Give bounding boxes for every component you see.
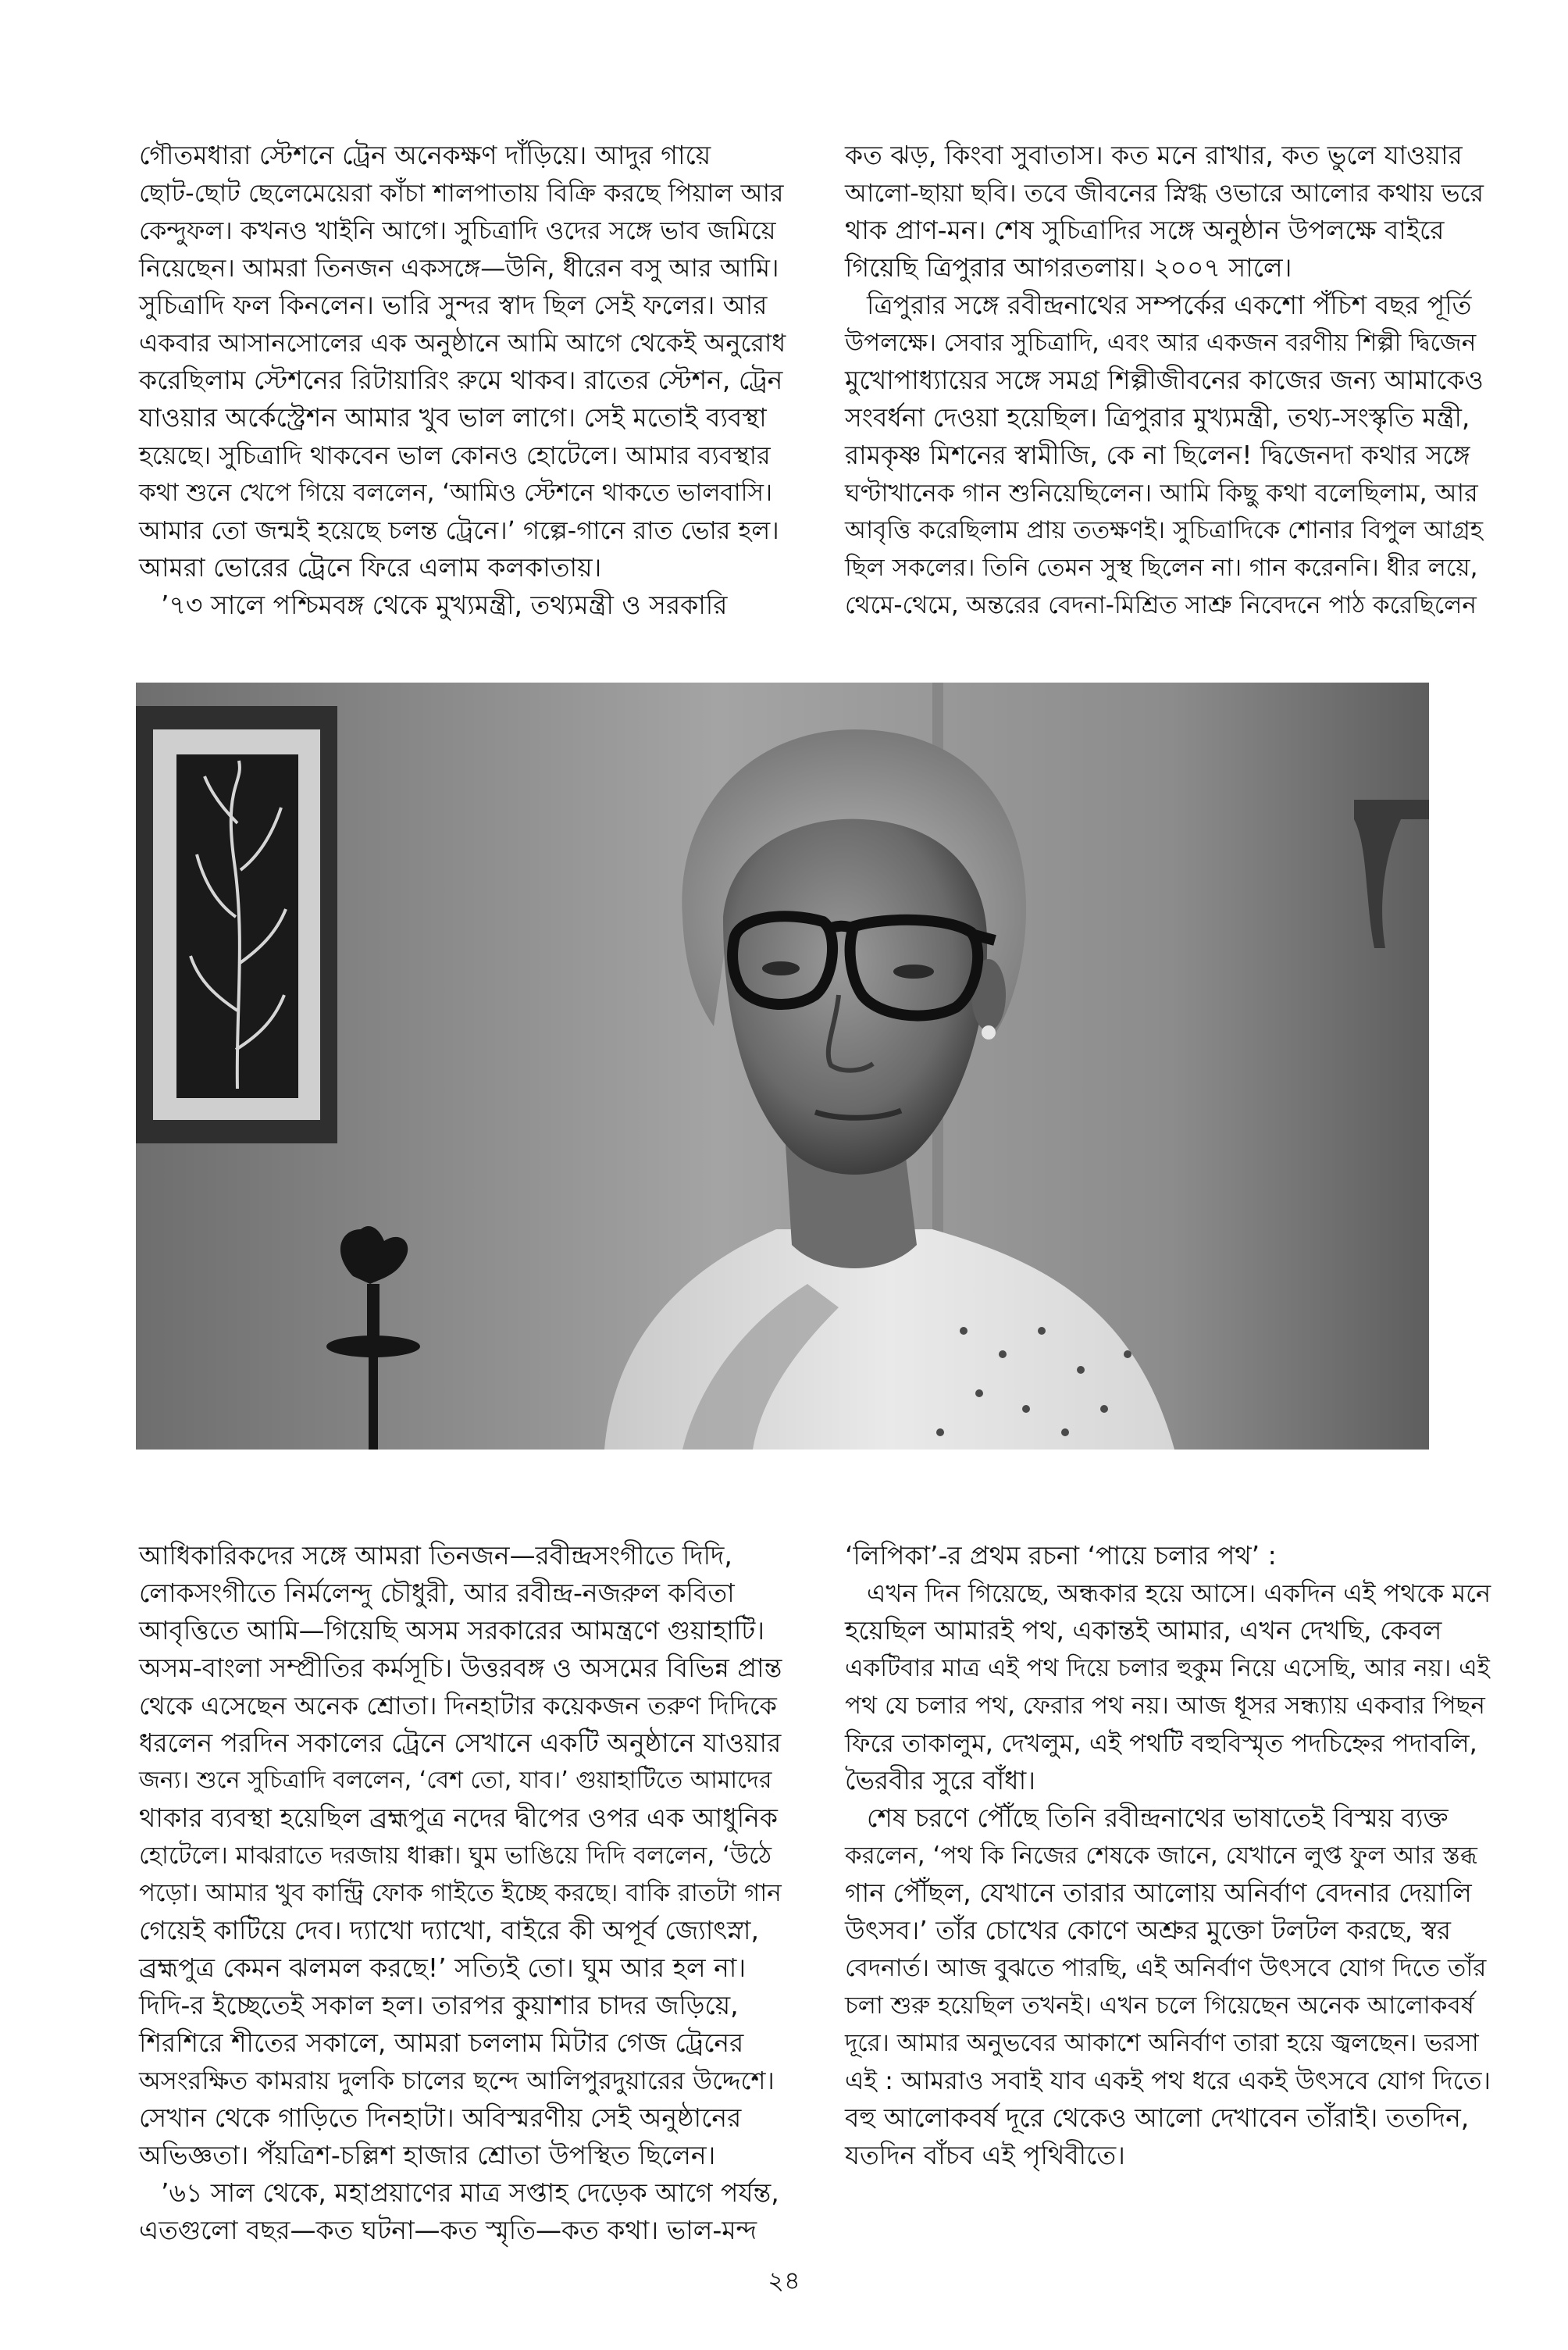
text-line: ‘লিপিকা’-র প্রথম রচনা ‘পায়ে চলার পথ’ :: [845, 1540, 1277, 1571]
text-column-bottom-left: [139, 1537, 787, 2249]
quote-line: ভৈরবীর সুরে বাঁধা।: [845, 1765, 1036, 1795]
portrait-photo-drawing: [136, 683, 1429, 1450]
text-line: ব্রহ্মপুত্র কেমন ঝলমল করছে!’ সত্যিই তো। ঘুম আর হল না।: [139, 1952, 747, 1983]
text-line: কথা শুনে খেপে গিয়ে বললেন, ‘আমিও স্টেশনে থাকতে ভালবাসি।: [139, 479, 773, 507]
text-line: দূরে। আমার অনুভবের আকাশে অনির্বাণ তারা হয়ে জ্বলছেন। ভরসা: [845, 2029, 1479, 2057]
text-line: বেদনার্ত। আজ বুঝতে পারছি, এই অনির্বাণ উৎসবে যোগ দিতে তাঁর: [845, 1954, 1487, 1982]
text-line: গেয়েই কাটিয়ে দেব। দ্যাখো দ্যাখো, বাইরে কী অপূর্ব জ্যোৎস্না,: [139, 1915, 759, 1945]
text-line: বহু আলোকবর্ষ দূরে থেকেও আলো দেখাবেন তাঁরাই। ততদিন,: [845, 2102, 1470, 2133]
quote-line: হয়েছিল আমারই পথ, একান্তই আমার, এখন দেখছি, কেবল: [845, 1615, 1442, 1646]
text-line: আধিকারিকদের সঙ্গে আমরা তিনজন—রবীন্দ্রসংগীতে দিদি,: [139, 1540, 732, 1571]
portrait-photo: [136, 683, 1429, 1450]
text-line: কত ঝড়, কিংবা সুবাতাস। কত মনে রাখার, কত ভুলে যাওয়ার: [845, 140, 1463, 170]
text-column-top-left: [139, 137, 787, 624]
text-line: অসম-বাংলা সম্প্রীতির কর্মসূচি। উত্তরবঙ্গ ও অসমের বিভিন্ন প্রান্ত: [139, 1653, 782, 1683]
text-line: ’৭৩ সালে পশ্চিমবঙ্গ থেকে মুখ্যমন্ত্রী, তথ্যমন্ত্রী ও সরকারি: [161, 590, 728, 620]
text-line: শিরশিরে শীতের সকালে, আমরা চললাম মিটার গেজ ট্রেনের: [139, 2027, 744, 2058]
text-line: গান পৌঁছল, যেখানে তারার আলোয় অনির্বাণ বেদনার দেয়ালি: [845, 1878, 1472, 1908]
text-line: গিয়েছি ত্রিপুরার আগরতলায়। ২০০৭ সালে।: [845, 252, 1292, 283]
text-line: করলেন, ‘পথ কি নিজের শেষকে জানে, যেখানে লুপ্ত ফুল আর স্তব্ধ: [845, 1842, 1477, 1870]
quote-line: ফিরে তাকালুম, দেখলুম, এই পথটি বহুবিস্মৃত পদচিহ্নের পদাবলি,: [845, 1728, 1477, 1758]
text-line: অসংরক্ষিত কামরায় দুলকি চালের ছন্দে আলিপুরদুয়ারের উদ্দেশে।: [139, 2066, 775, 2095]
text-line: ঘণ্টাখানেক গান শুনিয়েছিলেন। আমি কিছু কথা বলেছিলাম, আর: [845, 478, 1478, 508]
text-line: চলা শুরু হয়েছিল তখনই। এখন চলে গিয়েছেন অনেক আলোকবর্ষ: [845, 1992, 1474, 2020]
quote-line: পথ যে চলার পথ, ফেরার পথ নয়। আজ ধূসর সন্ধ্যায় একবার পিছন: [845, 1692, 1485, 1720]
text-line: আবৃত্তিতে আমি—গিয়েছি অসম সরকারের আমন্ত্রণে গুয়াহাটি।: [139, 1615, 765, 1646]
text-line: হয়েছে। সুচিত্রাদি থাকবেন ভাল কোনও হোটেলে। আমার ব্যবস্থার: [139, 440, 771, 470]
text-line: থেকে এসেছেন অনেক শ্রোতা। দিনহাটার কয়েকজন তরুণ দিদিকে: [139, 1691, 777, 1721]
text-line: ছোট-ছোট ছেলেমেয়েরা কাঁচা শালপাতায় বিক্রি করছে পিয়াল আর: [139, 178, 784, 208]
text-line: এতগুলো বছর—কত ঘটনা—কত স্মৃতি—কত কথা। ভাল-মন্দ: [139, 2215, 757, 2245]
text-line: উপলক্ষে। সেবার সুচিত্রাদি, এবং আর একজন বরণীয় শিল্পী দ্বিজেন: [845, 329, 1477, 357]
text-column-top-right: [845, 137, 1493, 624]
text-line: মুখোপাধ্যায়ের সঙ্গে সমগ্র শিল্পীজীবনের কাজের জন্য আমাকেও: [845, 365, 1484, 395]
quote-line: একটিবার মাত্র এই পথ দিয়ে চলার হুকুম নিয়ে এসেছি, আর নয়। এই: [845, 1654, 1490, 1682]
quote-line: এখন দিন গিয়েছে, অন্ধকার হয়ে আসে। একদিন এই পথকে মনে: [867, 1578, 1491, 1608]
text-line: সংবর্ধনা দেওয়া হয়েছিল। ত্রিপুরার মুখ্যমন্ত্রী, তথ্য-সংস্কৃতি মন্ত্রী,: [845, 402, 1470, 433]
text-line: থাকার ব্যবস্থা হয়েছিল ব্রহ্মপুত্র নদের দ্বীপের ওপর এক আধুনিক: [139, 1803, 778, 1833]
text-line: যতদিন বাঁচব এই পৃথিবীতে।: [845, 2140, 1125, 2170]
text-line: লোকসংগীতে নির্মলেন্দু চৌধুরী, আর রবীন্দ্র-নজরুল কবিতা: [139, 1578, 735, 1608]
text-line: থাক প্রাণ-মন। শেষ সুচিত্রাদির সঙ্গে অনুষ্ঠান উপলক্ষে বাইরে: [845, 215, 1445, 245]
text-line: পড়ো। আমার খুব কান্ট্রি ফোক গাইতে ইচ্ছে করছে। বাকি রাতটা গান: [139, 1879, 782, 1907]
text-line: নিয়েছেন। আমরা তিনজন একসঙ্গে—উনি, ধীরেন বসু আর আমি।: [139, 253, 779, 283]
text-line: গৌতমধারা স্টেশনে ট্রেন অনেকক্ষণ দাঁড়িয়ে। আদুর গায়ে: [139, 140, 711, 170]
text-column-bottom-right: [845, 1537, 1493, 2174]
text-line: যাওয়ার অর্কেস্ট্রেশন আমার খুব ভাল লাগে। সেই মতোই ব্যবস্থা: [139, 402, 767, 433]
text-line: হোটেলে। মাঝরাতে দরজায় ধাক্কা। ঘুম ভাঙিয়ে দিদি বললেন, ‘উঠে: [139, 1842, 772, 1870]
text-line: উৎসব।’ তাঁর চোখের কোণে অশ্রুর মুক্তো টলটল করছে, স্বর: [845, 1915, 1452, 1945]
text-line: সেখান থেকে গাড়িতে দিনহাটা। অবিস্মরণীয় সেই অনুষ্ঠানের: [139, 2102, 742, 2133]
text-line: অভিজ্ঞতা। পঁয়ত্রিশ-চল্লিশ হাজার শ্রোতা উপস্থিত ছিলেন।: [139, 2140, 716, 2170]
text-line: আলো-ছায়া ছবি। তবে জীবনের স্নিগ্ধ ওভারে আলোর কথায় ভরে: [845, 178, 1484, 208]
text-line: দিদি-র ইচ্ছেতেই সকাল হল। তারপর কুয়াশার চাদর জড়িয়ে,: [139, 1990, 739, 2020]
text-line: রামকৃষ্ণ মিশনের স্বামীজি, কে না ছিলেন! দ্বিজেনদা কথার সঙ্গে: [845, 440, 1470, 470]
text-line: ত্রিপুরার সঙ্গে রবীন্দ্রনাথের সম্পর্কের একশো পঁচিশ বছর পূর্তি: [867, 290, 1472, 320]
text-line: থেমে-থেমে, অন্তরের বেদনা-মিশ্রিত সাশ্রু নিবেদনে পাঠ করেছিলেন: [845, 591, 1477, 619]
text-line: ধরলেন পরদিন সকালের ট্রেনে সেখানে একটি অনুষ্ঠানে যাওয়ার: [139, 1728, 782, 1758]
text-line: সুচিত্রাদি ফল কিনলেন। ভারি সুন্দর স্বাদ ছিল সেই ফলের। আর: [139, 290, 768, 320]
text-line: জন্য। শুনে সুচিত্রাদি বললেন, ‘বেশ তো, যাব।’ গুয়াহাটিতে আমাদের: [139, 1767, 772, 1794]
text-line: এই : আমরাও সবাই যাব একই পথ ধরে একই উৎসবে যোগ দিতে।: [845, 2066, 1491, 2095]
text-line: ’৬১ সাল থেকে, মহাপ্রয়াণের মাত্র সপ্তাহ দেড়েক আগে পর্যন্ত,: [161, 2177, 779, 2208]
text-line: আমরা ভোরের ট্রেনে ফিরে এলাম কলকাতায়।: [139, 552, 602, 583]
text-line: আবৃত্তি করেছিলাম প্রায় ততক্ষণই। সুচিত্রাদিকে শোনার বিপুল আগ্রহ: [845, 516, 1484, 544]
text-line: শেষ চরণে পৌঁছে তিনি রবীন্দ্রনাথের ভাষাতেই বিস্ময় ব্যক্ত: [867, 1803, 1449, 1833]
text-line: কেন্দুফল। কখনও খাইনি আগে। সুচিত্রাদি ওদের সঙ্গে ভাব জমিয়ে: [139, 216, 776, 245]
text-line: করেছিলাম স্টেশনের রিটায়ারিং রুমে থাকব। রাতের স্টেশন, ট্রেন: [139, 365, 783, 395]
text-line: আমার তো জন্মই হয়েছে চলন্ত ট্রেনে।’ গল্পে-গানে রাত ভোর হল।: [139, 515, 779, 545]
earring: [982, 1025, 996, 1039]
text-line: একবার আসানসোলের এক অনুষ্ঠানে আমি আগে থেকেই অনুরোধ: [139, 328, 786, 358]
text-line: ছিল সকলের। তিনি তেমন সুস্থ ছিলেন না। গান করেননি। ধীর লয়ে,: [845, 554, 1478, 582]
page-number: ২৪: [768, 2266, 800, 2295]
